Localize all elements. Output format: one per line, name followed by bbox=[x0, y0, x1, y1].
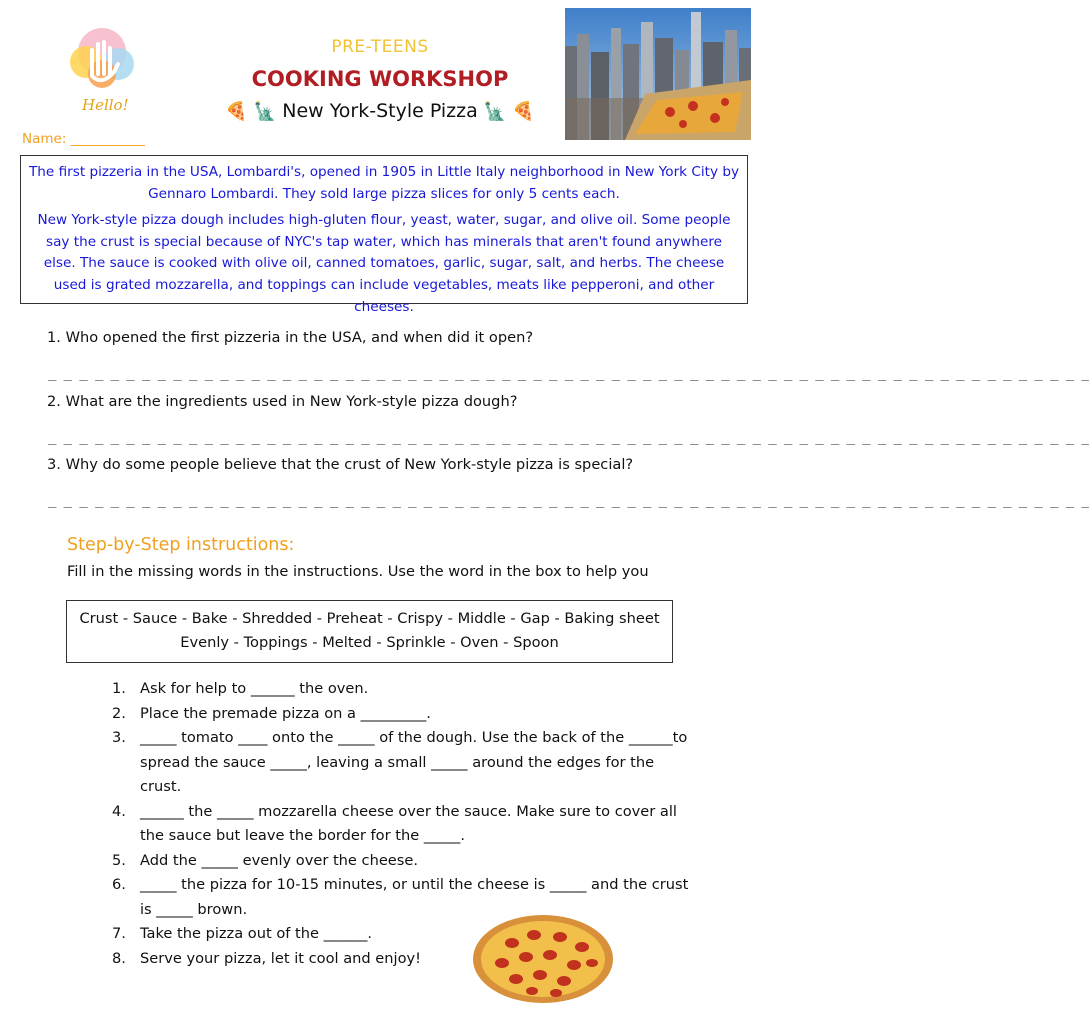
answer-line-1[interactable]: _ _ _ _ _ _ _ _ _ _ _ _ _ _ _ _ _ _ _ _ _ _ _ _ _ _ _ _ _ _ _ _ _ _ _ _ _ _ _ _ _ _ _ _ _ _ _ _ _ _ _ _ _ _ _ _ _ _ _ _ _ _ _ _ _ _ _ bbox=[48, 365, 1089, 381]
word-box-line-2: Evenly - Toppings - Melted - Sprinkle - Oven - Spoon bbox=[180, 634, 559, 651]
step-item: 3. _____ tomato ____ onto the _____ of the dough. Use the back of the ______to spread the sauce _____, leaving a small _____ around the edges for the crust. bbox=[112, 729, 688, 795]
step-item: 4. ______ the _____ mozzarella cheese over the sauce. Make sure to cover all the sauce but leave the border for the _____. bbox=[112, 802, 677, 844]
question-3: 3. Why do some people believe that the crust of New York-style pizza is special? bbox=[47, 456, 634, 473]
header bbox=[190, 34, 570, 127]
answer-line-3[interactable]: _ _ _ _ _ _ _ _ _ _ _ _ _ _ _ _ _ _ _ _ _ _ _ _ _ _ _ _ _ _ _ _ _ _ _ _ _ _ _ _ _ _ _ _ _ _ _ _ _ _ _ _ _ _ _ _ _ _ _ _ _ _ _ _ _ _ _ bbox=[48, 492, 1089, 508]
info-paragraph-1: The first pizzeria in the USA, Lombardi's, opened in 1905 in Little Italy neighborhood in New York City by Gennaro Lombardi. They sold large pizza slices for only 5 cents each. bbox=[29, 164, 740, 202]
word-box bbox=[66, 600, 673, 663]
fill-instructions: Fill in the missing words in the instructions. Use the word in the box to help you bbox=[67, 563, 649, 580]
step-item: 6. _____ the pizza for 10-15 minutes, or until the cheese is _____ and the crust is _____ brown. bbox=[112, 876, 689, 918]
pizza-title: New York-Style Pizza bbox=[282, 100, 478, 122]
nyc-pizza-photo bbox=[565, 8, 751, 140]
step-item: 2. Place the premade pizza on a _________. bbox=[112, 704, 431, 722]
step-item: 1. Ask for help to ______ the oven. bbox=[112, 680, 369, 697]
info-paragraph-2: New York-style pizza dough includes high-gluten flour, yeast, water, sugar, and olive oil. Some people say the crust is special because of NYC's tap water, which has minerals that aren't found anywhere else. The sauce is cooked with olive oil, canned tomatoes, garlic, sugar, salt, and herbs. The cheese used is grated mozzarella, and toppings can include vegetables, meats like pepperoni, and other cheeses. bbox=[37, 212, 731, 315]
answer-line-2[interactable]: _ _ _ _ _ _ _ _ _ _ _ _ _ _ _ _ _ _ _ _ _ _ _ _ _ _ _ _ _ _ _ _ _ _ _ _ _ _ _ _ _ _ _ _ _ _ _ _ _ _ _ _ _ _ _ _ _ _ _ _ _ _ _ _ _ _ _ bbox=[48, 429, 1089, 445]
step-item: 8. Serve your pizza, let it cool and enjoy! bbox=[112, 949, 421, 967]
hand-logo-icon bbox=[62, 20, 142, 120]
pizza-title-row bbox=[190, 96, 570, 127]
pizza-icon: 🍕 bbox=[225, 101, 248, 122]
name-field-label: Name: ___________ bbox=[22, 131, 145, 147]
subtitle: PRE-TEENS bbox=[331, 37, 429, 57]
info-box bbox=[20, 155, 748, 315]
word-box-line-1: Crust - Sauce - Bake - Shredded - Preheat - Crispy - Middle - Gap - Baking sheet bbox=[79, 610, 660, 627]
question-1: 1. Who opened the first pizzeria in the USA, and when did it open? bbox=[47, 329, 534, 346]
pizza-icon: 🍕 bbox=[512, 101, 535, 122]
question-2: 2. What are the ingredients used in New York-style pizza dough? bbox=[47, 393, 518, 410]
page-title: COOKING WORKSHOP bbox=[251, 67, 509, 91]
statue-of-liberty-icon: 🗽 bbox=[253, 101, 277, 122]
logo bbox=[62, 20, 142, 120]
step-item: 7. Take the pizza out of the ______. bbox=[112, 925, 373, 942]
step-item: 5. Add the _____ evenly over the cheese. bbox=[112, 851, 419, 869]
statue-of-liberty-icon: 🗽 bbox=[483, 101, 507, 122]
steps-heading: Step-by-Step instructions: bbox=[67, 535, 295, 555]
pepperoni-pizza-image bbox=[472, 913, 615, 1005]
svg-text:Hello!: Hello! bbox=[82, 96, 129, 114]
